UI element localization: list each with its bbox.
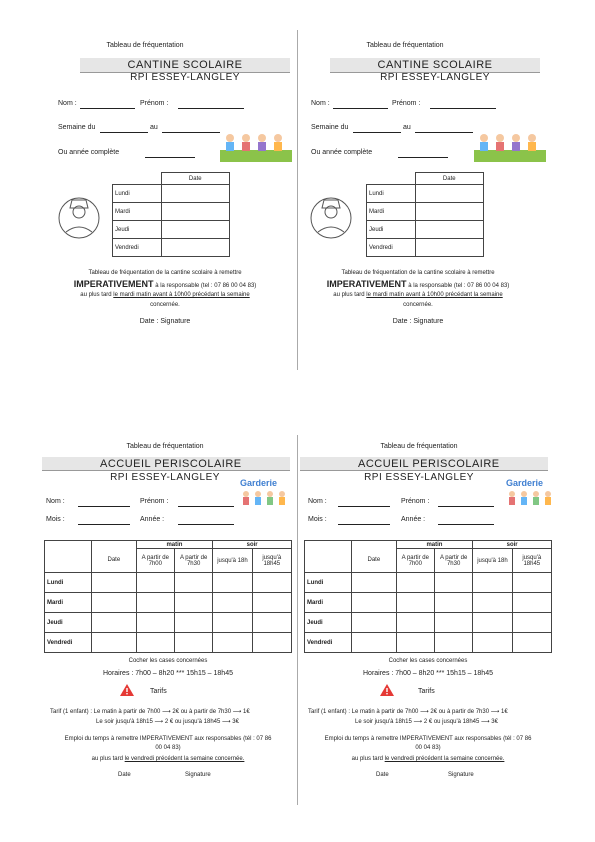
prenom-field[interactable]	[178, 108, 244, 109]
day-cell[interactable]	[161, 221, 230, 239]
day-cell[interactable]	[92, 593, 137, 613]
day-cell[interactable]	[512, 593, 551, 613]
tarif-line1	[50, 708, 250, 715]
day-cell[interactable]	[396, 633, 434, 653]
nom-label: Nom :	[58, 100, 77, 107]
semaine-label: Semaine du	[311, 124, 349, 131]
col-18h45: jusqu'à 18h45	[252, 549, 291, 573]
annee-field[interactable]	[145, 157, 195, 158]
note-rest: à la responsable (tel : 07 86 00 04 83)	[155, 283, 257, 289]
col-7h00: A partir de 7h00	[396, 549, 434, 573]
arrow-icon: ⟶	[232, 709, 242, 715]
children-illustration-icon	[474, 128, 546, 162]
date-label: Date	[376, 772, 389, 778]
note-line1: Tableau de fréquentation de la cantine scolaire à remettre	[88, 270, 242, 276]
day-label: Lundi	[45, 573, 92, 593]
day-cell[interactable]	[473, 573, 512, 593]
form-banner: ACCUEIL PERISCOLAIRE	[300, 457, 548, 471]
form-title: Tableau de fréquentation	[106, 42, 184, 49]
day-cell[interactable]	[213, 633, 252, 653]
form-banner: CANTINE SCOLAIRE	[330, 58, 540, 73]
day-cell[interactable]	[415, 239, 484, 257]
prenom-field[interactable]	[178, 506, 234, 507]
prenom-label: Prénom :	[401, 498, 430, 505]
tarif2-start: Le soir jusqu'à 18h15	[96, 719, 153, 725]
day-cell[interactable]	[415, 203, 484, 221]
au-label: au	[403, 124, 411, 131]
signature-label: Signature	[448, 772, 474, 778]
day-cell[interactable]	[136, 593, 174, 613]
note-line4: concernée.	[403, 302, 433, 308]
day-label: Vendredi	[113, 239, 162, 257]
emploi-pre: au plus tard	[91, 756, 123, 762]
note-line4: concernée.	[150, 302, 180, 308]
cantine-table	[112, 172, 230, 257]
tarif2-end: 3€	[232, 719, 239, 725]
emploi-line3	[44, 756, 292, 762]
day-cell[interactable]	[396, 593, 434, 613]
annee-label: Ou année complète	[58, 149, 120, 156]
col-18h: jusqu'à 18h	[473, 549, 512, 573]
soir-header: soir	[213, 541, 292, 549]
tarif-line2	[96, 718, 239, 725]
day-cell[interactable]	[434, 613, 472, 633]
semaine-du-field[interactable]	[353, 132, 401, 133]
au-label: au	[150, 124, 158, 131]
cocher-note: Cocher les cases concernées	[388, 658, 468, 664]
nom-field[interactable]	[338, 506, 390, 507]
nom-label: Nom :	[311, 100, 330, 107]
mois-label: Mois :	[46, 516, 65, 523]
arrow-icon: ⟶	[481, 719, 490, 725]
day-cell[interactable]	[512, 633, 551, 653]
day-cell[interactable]	[252, 573, 291, 593]
nom-field[interactable]	[333, 108, 388, 109]
day-cell[interactable]	[512, 573, 551, 593]
day-cell[interactable]	[434, 573, 472, 593]
col-18h: jusqu'à 18h	[213, 549, 252, 573]
note-line3	[40, 292, 290, 298]
children-group-icon	[506, 488, 558, 508]
form-subtitle: RPI ESSEY-LANGLEY	[364, 472, 474, 483]
note-deadline: le mardi matin avant à 10h00 précédant la semaine	[113, 292, 250, 298]
day-cell[interactable]	[92, 633, 137, 653]
day-cell[interactable]	[396, 613, 434, 633]
col-7h00: A partir de 7h00	[136, 549, 174, 573]
day-label: Mardi	[45, 593, 92, 613]
day-cell[interactable]	[473, 633, 512, 653]
emploi-deadline: le vendredi précédent la semaine concernée.	[124, 756, 245, 762]
day-cell[interactable]	[252, 593, 291, 613]
prenom-label: Prénom :	[392, 100, 421, 107]
note-line2	[40, 279, 290, 289]
day-label: Lundi	[113, 185, 162, 203]
day-label: Lundi	[305, 573, 352, 593]
day-cell[interactable]	[174, 633, 212, 653]
emploi-line2: 00 04 83)	[415, 745, 441, 751]
day-cell[interactable]	[161, 203, 230, 221]
note-bold: IMPERATIVEMENT	[326, 279, 407, 289]
date-header: Date	[161, 173, 230, 185]
tarif-line1	[308, 708, 508, 715]
cocher-note: Cocher les cases concernées	[128, 658, 208, 664]
nom-field[interactable]	[80, 108, 135, 109]
day-cell[interactable]	[213, 593, 252, 613]
date-header: Date	[415, 173, 484, 185]
col-18h45: jusqu'à 18h45	[512, 549, 551, 573]
emploi-pre: au plus tard	[351, 756, 383, 762]
day-cell[interactable]	[252, 613, 291, 633]
day-label: Mardi	[113, 203, 162, 221]
emploi-line2: 00 04 83)	[155, 745, 181, 751]
prenom-field[interactable]	[438, 506, 494, 507]
day-label: Mardi	[305, 593, 352, 613]
prenom-field[interactable]	[430, 108, 496, 109]
form-banner: ACCUEIL PERISCOLAIRE	[42, 457, 290, 471]
chef-logo-icon	[300, 182, 362, 244]
day-cell[interactable]	[352, 593, 397, 613]
form-title: Tableau de fréquentation	[366, 42, 444, 49]
form-subtitle: RPI ESSEY-LANGLEY	[130, 72, 240, 83]
arrow-icon: ⟶	[490, 709, 500, 715]
tarif1-mid: 2€ ou à partir de 7h30	[172, 709, 232, 715]
semaine-au-field[interactable]	[415, 132, 473, 133]
garderie-logo-text: Garderie	[506, 478, 544, 488]
arrow-icon: ⟶	[413, 719, 423, 725]
warning-icon	[380, 684, 394, 696]
note-line2	[293, 279, 543, 289]
day-cell[interactable]	[473, 593, 512, 613]
arrow-icon: ⟶	[222, 719, 231, 725]
signature-line: Date : Signature	[139, 318, 191, 325]
day-label: Vendredi	[305, 633, 352, 653]
cantine-logo	[48, 182, 110, 244]
day-label: Jeudi	[367, 221, 416, 239]
tarif1-end: 1€	[243, 709, 250, 715]
day-cell[interactable]	[434, 633, 472, 653]
semaine-au-field[interactable]	[162, 132, 220, 133]
tarif2-mid: 2 € ou jusqu'à 18h45	[423, 719, 480, 725]
soir-header: soir	[473, 541, 552, 549]
note-pre: au plus tard	[333, 292, 365, 298]
children-group-icon	[240, 488, 292, 508]
day-cell[interactable]	[92, 613, 137, 633]
tarifs-heading: Tarifs	[418, 688, 435, 695]
cantine-table	[366, 172, 484, 257]
cantine-logo	[300, 182, 362, 244]
garderie-logo	[240, 478, 292, 512]
day-cell[interactable]	[396, 573, 434, 593]
horaires: Horaires : 7h00 – 8h20 *** 15h15 – 18h45	[103, 670, 233, 677]
annee-field[interactable]	[398, 157, 448, 158]
tarif1-mid: 2€ ou à partir de 7h30	[430, 709, 490, 715]
mois-field[interactable]	[338, 524, 390, 525]
tarifs-heading: Tarifs	[150, 688, 167, 695]
day-cell[interactable]	[434, 593, 472, 613]
date-header: Date	[352, 549, 397, 573]
nom-label: Nom :	[308, 498, 327, 505]
day-label: Vendredi	[45, 633, 92, 653]
horaires: Horaires : 7h00 – 8h20 *** 15h15 – 18h45	[363, 670, 493, 677]
day-cell[interactable]	[415, 185, 484, 203]
note-rest: à la responsable (tel : 07 86 00 04 83)	[408, 283, 510, 289]
children-illustration-icon	[220, 128, 292, 162]
tarif1-end: 1€	[501, 709, 508, 715]
emploi-line1: Emploi du temps à remettre IMPERATIVEMENT aux responsables (tél : 07 86	[324, 736, 532, 742]
semaine-du-field[interactable]	[100, 132, 148, 133]
annee-label: Année :	[401, 516, 426, 523]
date-label: Date	[118, 772, 131, 778]
accueil-table	[44, 540, 292, 653]
prenom-label: Prénom :	[140, 100, 169, 107]
day-cell[interactable]	[512, 613, 551, 633]
day-label: Jeudi	[305, 613, 352, 633]
day-cell[interactable]	[136, 633, 174, 653]
form-subtitle: RPI ESSEY-LANGLEY	[380, 72, 490, 83]
day-cell[interactable]	[252, 633, 291, 653]
day-cell[interactable]	[473, 613, 512, 633]
note-deadline: le mardi matin avant à 10h00 précédant la semaine	[366, 292, 503, 298]
day-label: Mardi	[367, 203, 416, 221]
matin-header: matin	[396, 541, 473, 549]
emploi-line1: Emploi du temps à remettre IMPERATIVEMENT aux responsables (tél : 07 86	[64, 736, 272, 742]
matin-header: matin	[136, 541, 213, 549]
day-cell[interactable]	[174, 593, 212, 613]
signature-label: Signature	[185, 772, 211, 778]
note-line1: Tableau de fréquentation de la cantine scolaire à remettre	[341, 270, 495, 276]
day-label: Vendredi	[367, 239, 416, 257]
arrow-icon: ⟶	[420, 709, 429, 715]
note-bold: IMPERATIVEMENT	[73, 279, 154, 289]
tarif1-start: Tarif (1 enfant) : Le matin à partir de 7h00	[50, 709, 161, 715]
day-label: Jeudi	[45, 613, 92, 633]
day-cell[interactable]	[136, 573, 174, 593]
tarif1-start: Tarif (1 enfant) : Le matin à partir de 7h00	[308, 709, 419, 715]
mois-label: Mois :	[308, 516, 327, 523]
day-cell[interactable]	[213, 613, 252, 633]
form-title: Tableau de fréquentation	[380, 443, 458, 450]
tarif2-mid: 2 € ou jusqu'à 18h45	[164, 719, 221, 725]
day-cell[interactable]	[352, 613, 397, 633]
warning-icon	[120, 684, 134, 696]
annee-label: Année :	[140, 516, 165, 523]
bottom-divider	[297, 435, 298, 805]
day-cell[interactable]	[174, 613, 212, 633]
day-cell[interactable]	[174, 573, 212, 593]
note-pre: au plus tard	[80, 292, 112, 298]
semaine-label: Semaine du	[58, 124, 96, 131]
form-banner: CANTINE SCOLAIRE	[80, 58, 290, 73]
day-label: Lundi	[367, 185, 416, 203]
emploi-line3	[304, 756, 552, 762]
form-title: Tableau de fréquentation	[126, 443, 204, 450]
arrow-icon: ⟶	[154, 719, 164, 725]
col-7h30: A partir de 7h30	[174, 549, 212, 573]
day-cell[interactable]	[352, 573, 397, 593]
day-cell[interactable]	[213, 573, 252, 593]
annee-label: Ou année complète	[311, 149, 373, 156]
day-cell[interactable]	[92, 573, 137, 593]
prenom-label: Prénom :	[140, 498, 169, 505]
garderie-logo	[506, 478, 558, 512]
day-cell[interactable]	[161, 239, 230, 257]
tarif2-end: 3€	[491, 719, 498, 725]
day-label: Jeudi	[113, 221, 162, 239]
col-7h30: A partir de 7h30	[434, 549, 472, 573]
day-cell[interactable]	[136, 613, 174, 633]
annee-field[interactable]	[178, 524, 234, 525]
day-cell[interactable]	[415, 221, 484, 239]
signature-line: Date : Signature	[392, 318, 444, 325]
top-divider	[297, 30, 298, 370]
nom-field[interactable]	[78, 506, 130, 507]
form-subtitle: RPI ESSEY-LANGLEY	[110, 472, 220, 483]
mois-field[interactable]	[78, 524, 130, 525]
arrow-icon: ⟶	[162, 709, 171, 715]
accueil-table	[304, 540, 552, 653]
annee-field[interactable]	[438, 524, 494, 525]
note-line3	[293, 292, 543, 298]
day-cell[interactable]	[161, 185, 230, 203]
date-header: Date	[92, 549, 137, 573]
emploi-deadline: le vendredi précédent la semaine concernée.	[384, 756, 505, 762]
tarif2-start: Le soir jusqu'à 18h15	[355, 719, 412, 725]
day-cell[interactable]	[352, 633, 397, 653]
chef-logo-icon	[48, 182, 110, 244]
nom-label: Nom :	[46, 498, 65, 505]
tarif-line2	[355, 718, 498, 725]
garderie-logo-text: Garderie	[240, 478, 278, 488]
